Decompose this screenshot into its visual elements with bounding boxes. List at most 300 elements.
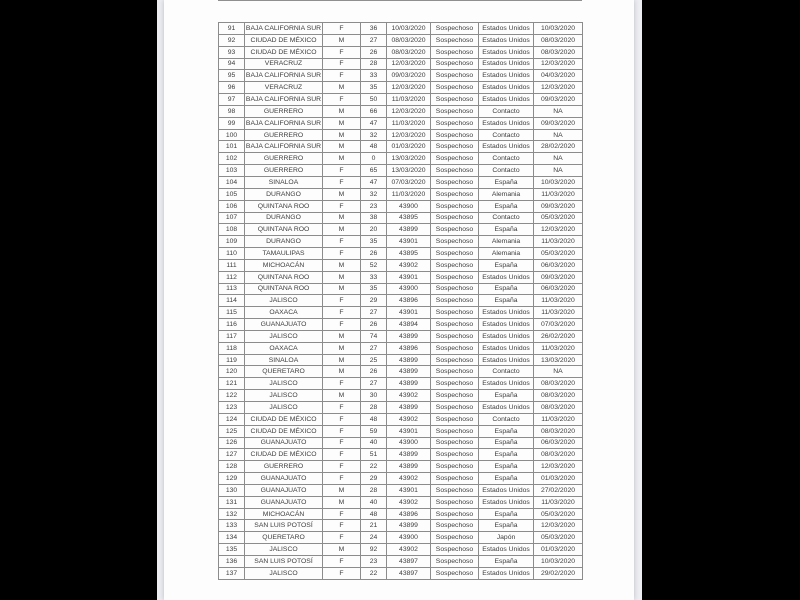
state-cell: GUANAJUATO (245, 319, 323, 331)
origin-cell: España (479, 176, 534, 188)
case-number-cell: 112 (219, 271, 245, 283)
age-cell: 52 (361, 259, 387, 271)
second-date-cell: 06/03/2020 (534, 283, 583, 295)
age-cell: 35 (361, 283, 387, 295)
date-cell: 43900 (387, 437, 431, 449)
sex-cell: M (323, 117, 361, 129)
status-cell: Sospechoso (431, 23, 479, 35)
state-cell: MICHOACÁN (245, 259, 323, 271)
sex-cell: F (323, 413, 361, 425)
date-cell: 43896 (387, 508, 431, 520)
date-cell: 01/03/2020 (387, 141, 431, 153)
status-cell: Sospechoso (431, 413, 479, 425)
date-cell: 43902 (387, 473, 431, 485)
case-number-cell: 107 (219, 212, 245, 224)
date-cell: 08/03/2020 (387, 46, 431, 58)
state-cell: QUINTANA ROO (245, 200, 323, 212)
table-row (219, 449, 583, 461)
origin-cell: España (479, 555, 534, 567)
age-cell: 29 (361, 295, 387, 307)
status-cell: Sospechoso (431, 496, 479, 508)
age-cell: 48 (361, 141, 387, 153)
state-cell: JALISCO (245, 390, 323, 402)
second-date-cell: 12/03/2020 (534, 82, 583, 94)
origin-cell: Alemania (479, 188, 534, 200)
date-cell: 43895 (387, 212, 431, 224)
date-cell: 43902 (387, 413, 431, 425)
case-number-cell: 126 (219, 437, 245, 449)
second-date-cell: 01/03/2020 (534, 544, 583, 556)
second-date-cell: 13/03/2020 (534, 354, 583, 366)
age-cell: 48 (361, 413, 387, 425)
age-cell: 28 (361, 484, 387, 496)
age-cell: 24 (361, 532, 387, 544)
sex-cell: M (323, 259, 361, 271)
state-cell: CIUDAD DE MÉXICO (245, 46, 323, 58)
case-number-cell: 109 (219, 236, 245, 248)
table-row (219, 567, 583, 579)
date-cell: 07/03/2020 (387, 176, 431, 188)
table-row (219, 520, 583, 532)
sex-cell: M (323, 105, 361, 117)
origin-cell: España (479, 224, 534, 236)
second-date-cell: 08/03/2020 (534, 390, 583, 402)
sex-cell: M (323, 224, 361, 236)
sex-cell: F (323, 449, 361, 461)
date-cell: 12/03/2020 (387, 129, 431, 141)
origin-cell: España (479, 425, 534, 437)
cases-table-body (219, 23, 583, 580)
second-date-cell: 12/03/2020 (534, 224, 583, 236)
date-cell: 43902 (387, 496, 431, 508)
date-cell: 11/03/2020 (387, 188, 431, 200)
sex-cell: M (323, 129, 361, 141)
state-cell: OAXACA (245, 342, 323, 354)
second-date-cell: NA (534, 366, 583, 378)
cases-table-container (218, 22, 582, 580)
origin-cell: Contacto (479, 413, 534, 425)
table-row (219, 141, 583, 153)
date-cell: 43901 (387, 236, 431, 248)
state-cell: GUERRERO (245, 165, 323, 177)
sex-cell: F (323, 46, 361, 58)
state-cell: GUANAJUATO (245, 484, 323, 496)
status-cell: Sospechoso (431, 461, 479, 473)
status-cell: Sospechoso (431, 165, 479, 177)
second-date-cell: 10/03/2020 (534, 23, 583, 35)
state-cell: JALISCO (245, 402, 323, 414)
origin-cell: Estados Unidos (479, 58, 534, 70)
age-cell: 23 (361, 555, 387, 567)
state-cell: DURANGO (245, 236, 323, 248)
case-number-cell: 136 (219, 555, 245, 567)
status-cell: Sospechoso (431, 330, 479, 342)
second-date-cell: 26/02/2020 (534, 330, 583, 342)
state-cell: OAXACA (245, 307, 323, 319)
status-cell: Sospechoso (431, 271, 479, 283)
document-page (164, 0, 634, 600)
age-cell: 27 (361, 342, 387, 354)
table-row (219, 378, 583, 390)
table-row (219, 425, 583, 437)
table-row (219, 342, 583, 354)
age-cell: 20 (361, 224, 387, 236)
sex-cell: F (323, 94, 361, 106)
origin-cell: Japón (479, 532, 534, 544)
sex-cell: F (323, 165, 361, 177)
date-cell: 43899 (387, 520, 431, 532)
table-row (219, 212, 583, 224)
status-cell: Sospechoso (431, 307, 479, 319)
state-cell: DURANGO (245, 212, 323, 224)
table-row (219, 153, 583, 165)
state-cell: BAJA CALIFORNIA SUR (245, 94, 323, 106)
sex-cell: F (323, 236, 361, 248)
age-cell: 47 (361, 176, 387, 188)
case-number-cell: 98 (219, 105, 245, 117)
second-date-cell: 11/03/2020 (534, 295, 583, 307)
case-number-cell: 101 (219, 141, 245, 153)
case-number-cell: 124 (219, 413, 245, 425)
state-cell: BAJA CALIFORNIA SUR (245, 70, 323, 82)
sex-cell: M (323, 390, 361, 402)
second-date-cell: 10/03/2020 (534, 555, 583, 567)
origin-cell: España (479, 449, 534, 461)
second-date-cell: NA (534, 153, 583, 165)
sex-cell: M (323, 283, 361, 295)
second-date-cell: 08/03/2020 (534, 34, 583, 46)
origin-cell: Estados Unidos (479, 544, 534, 556)
second-date-cell: 11/03/2020 (534, 496, 583, 508)
age-cell: 25 (361, 354, 387, 366)
date-cell: 43899 (387, 461, 431, 473)
table-row (219, 259, 583, 271)
case-number-cell: 111 (219, 259, 245, 271)
origin-cell: Alemania (479, 236, 534, 248)
case-number-cell: 99 (219, 117, 245, 129)
sex-cell: M (323, 153, 361, 165)
table-row (219, 508, 583, 520)
case-number-cell: 105 (219, 188, 245, 200)
case-number-cell: 95 (219, 70, 245, 82)
age-cell: 32 (361, 129, 387, 141)
status-cell: Sospechoso (431, 532, 479, 544)
table-row (219, 555, 583, 567)
age-cell: 51 (361, 449, 387, 461)
table-row (219, 248, 583, 260)
origin-cell: Contacto (479, 366, 534, 378)
state-cell: JALISCO (245, 330, 323, 342)
age-cell: 35 (361, 82, 387, 94)
origin-cell: Estados Unidos (479, 342, 534, 354)
origin-cell: Estados Unidos (479, 319, 534, 331)
second-date-cell: 08/03/2020 (534, 46, 583, 58)
second-date-cell: 11/03/2020 (534, 307, 583, 319)
second-date-cell: 05/03/2020 (534, 212, 583, 224)
cutoff-row-border (218, 0, 582, 1)
table-row (219, 94, 583, 106)
second-date-cell: 12/03/2020 (534, 520, 583, 532)
case-number-cell: 122 (219, 390, 245, 402)
date-cell: 43900 (387, 532, 431, 544)
origin-cell: Estados Unidos (479, 271, 534, 283)
sex-cell: F (323, 425, 361, 437)
status-cell: Sospechoso (431, 437, 479, 449)
case-number-cell: 121 (219, 378, 245, 390)
case-number-cell: 113 (219, 283, 245, 295)
case-number-cell: 110 (219, 248, 245, 260)
state-cell: GUANAJUATO (245, 437, 323, 449)
second-date-cell: 08/03/2020 (534, 378, 583, 390)
date-cell: 43899 (387, 224, 431, 236)
table-row (219, 283, 583, 295)
case-number-cell: 96 (219, 82, 245, 94)
state-cell: CIUDAD DE MÉXICO (245, 449, 323, 461)
date-cell: 43899 (387, 449, 431, 461)
case-number-cell: 130 (219, 484, 245, 496)
status-cell: Sospechoso (431, 153, 479, 165)
sex-cell: F (323, 473, 361, 485)
date-cell: 43901 (387, 425, 431, 437)
status-cell: Sospechoso (431, 141, 479, 153)
origin-cell: España (479, 473, 534, 485)
date-cell: 43902 (387, 544, 431, 556)
table-row (219, 544, 583, 556)
age-cell: 27 (361, 307, 387, 319)
sex-cell: F (323, 402, 361, 414)
status-cell: Sospechoso (431, 105, 479, 117)
case-number-cell: 127 (219, 449, 245, 461)
sex-cell: F (323, 555, 361, 567)
table-row (219, 271, 583, 283)
state-cell: TAMAULIPAS (245, 248, 323, 260)
table-row (219, 532, 583, 544)
case-number-cell: 91 (219, 23, 245, 35)
table-row (219, 165, 583, 177)
table-row (219, 46, 583, 58)
date-cell: 12/03/2020 (387, 58, 431, 70)
origin-cell: Contacto (479, 153, 534, 165)
sex-cell: M (323, 271, 361, 283)
case-number-cell: 93 (219, 46, 245, 58)
state-cell: BAJA CALIFORNIA SUR (245, 117, 323, 129)
case-number-cell: 100 (219, 129, 245, 141)
second-date-cell: 09/03/2020 (534, 271, 583, 283)
second-date-cell: 12/03/2020 (534, 461, 583, 473)
case-number-cell: 104 (219, 176, 245, 188)
sex-cell: M (323, 34, 361, 46)
state-cell: BAJA CALIFORNIA SUR (245, 23, 323, 35)
age-cell: 23 (361, 200, 387, 212)
sex-cell: F (323, 70, 361, 82)
case-number-cell: 123 (219, 402, 245, 414)
second-date-cell: 27/02/2020 (534, 484, 583, 496)
status-cell: Sospechoso (431, 129, 479, 141)
status-cell: Sospechoso (431, 295, 479, 307)
status-cell: Sospechoso (431, 473, 479, 485)
date-cell: 12/03/2020 (387, 105, 431, 117)
date-cell: 43899 (387, 366, 431, 378)
age-cell: 0 (361, 153, 387, 165)
state-cell: DURANGO (245, 188, 323, 200)
case-number-cell: 119 (219, 354, 245, 366)
status-cell: Sospechoso (431, 319, 479, 331)
sex-cell: F (323, 567, 361, 579)
date-cell: 09/03/2020 (387, 70, 431, 82)
case-number-cell: 135 (219, 544, 245, 556)
age-cell: 26 (361, 248, 387, 260)
table-row (219, 224, 583, 236)
status-cell: Sospechoso (431, 354, 479, 366)
date-cell: 43896 (387, 342, 431, 354)
table-row (219, 200, 583, 212)
age-cell: 26 (361, 366, 387, 378)
age-cell: 47 (361, 117, 387, 129)
date-cell: 43899 (387, 330, 431, 342)
state-cell: VERACRUZ (245, 58, 323, 70)
date-cell: 43902 (387, 390, 431, 402)
case-number-cell: 108 (219, 224, 245, 236)
status-cell: Sospechoso (431, 402, 479, 414)
date-cell: 43895 (387, 248, 431, 260)
sex-cell: M (323, 496, 361, 508)
date-cell: 12/03/2020 (387, 82, 431, 94)
state-cell: QUINTANA ROO (245, 271, 323, 283)
case-number-cell: 92 (219, 34, 245, 46)
table-row (219, 330, 583, 342)
state-cell: GUANAJUATO (245, 473, 323, 485)
origin-cell: Estados Unidos (479, 117, 534, 129)
status-cell: Sospechoso (431, 567, 479, 579)
table-row (219, 437, 583, 449)
status-cell: Sospechoso (431, 555, 479, 567)
status-cell: Sospechoso (431, 342, 479, 354)
case-number-cell: 131 (219, 496, 245, 508)
sex-cell: F (323, 23, 361, 35)
age-cell: 40 (361, 437, 387, 449)
second-date-cell: 12/03/2020 (534, 58, 583, 70)
sex-cell: F (323, 520, 361, 532)
table-row (219, 354, 583, 366)
date-cell: 43901 (387, 307, 431, 319)
origin-cell: Estados Unidos (479, 34, 534, 46)
state-cell: CIUDAD DE MÉXICO (245, 413, 323, 425)
sex-cell: M (323, 330, 361, 342)
second-date-cell: 29/02/2020 (534, 567, 583, 579)
case-number-cell: 106 (219, 200, 245, 212)
second-date-cell: 09/03/2020 (534, 94, 583, 106)
table-row (219, 461, 583, 473)
table-row (219, 236, 583, 248)
sex-cell: M (323, 212, 361, 224)
status-cell: Sospechoso (431, 544, 479, 556)
date-cell: 43896 (387, 295, 431, 307)
sex-cell: M (323, 544, 361, 556)
sex-cell: M (323, 342, 361, 354)
second-date-cell: NA (534, 165, 583, 177)
origin-cell: España (479, 461, 534, 473)
age-cell: 26 (361, 46, 387, 58)
state-cell: SINALOA (245, 176, 323, 188)
state-cell: QUERETARO (245, 532, 323, 544)
age-cell: 30 (361, 390, 387, 402)
table-row (219, 390, 583, 402)
second-date-cell: NA (534, 129, 583, 141)
origin-cell: España (479, 295, 534, 307)
second-date-cell: 08/03/2020 (534, 402, 583, 414)
date-cell: 43897 (387, 555, 431, 567)
case-number-cell: 114 (219, 295, 245, 307)
origin-cell: Contacto (479, 105, 534, 117)
state-cell: JALISCO (245, 544, 323, 556)
case-number-cell: 103 (219, 165, 245, 177)
status-cell: Sospechoso (431, 508, 479, 520)
origin-cell: España (479, 390, 534, 402)
second-date-cell: 08/03/2020 (534, 449, 583, 461)
second-date-cell: 11/03/2020 (534, 413, 583, 425)
second-date-cell: 05/03/2020 (534, 248, 583, 260)
date-cell: 43897 (387, 567, 431, 579)
status-cell: Sospechoso (431, 94, 479, 106)
date-cell: 43899 (387, 378, 431, 390)
second-date-cell: 05/03/2020 (534, 532, 583, 544)
origin-cell: Estados Unidos (479, 496, 534, 508)
date-cell: 11/03/2020 (387, 117, 431, 129)
table-row (219, 23, 583, 35)
table-row (219, 307, 583, 319)
case-number-cell: 133 (219, 520, 245, 532)
table-row (219, 366, 583, 378)
second-date-cell: NA (534, 105, 583, 117)
table-row (219, 117, 583, 129)
sex-cell: M (323, 366, 361, 378)
table-row (219, 129, 583, 141)
status-cell: Sospechoso (431, 117, 479, 129)
table-row (219, 319, 583, 331)
sex-cell: M (323, 354, 361, 366)
sex-cell: F (323, 532, 361, 544)
sex-cell: F (323, 461, 361, 473)
sex-cell: M (323, 82, 361, 94)
state-cell: QUINTANA ROO (245, 224, 323, 236)
age-cell: 74 (361, 330, 387, 342)
case-number-cell: 118 (219, 342, 245, 354)
state-cell: GUERRERO (245, 105, 323, 117)
second-date-cell: 07/03/2020 (534, 319, 583, 331)
state-cell: BAJA CALIFORNIA SUR (245, 141, 323, 153)
sex-cell: F (323, 307, 361, 319)
sex-cell: M (323, 141, 361, 153)
status-cell: Sospechoso (431, 46, 479, 58)
table-row (219, 176, 583, 188)
date-cell: 43899 (387, 402, 431, 414)
table-row (219, 473, 583, 485)
origin-cell: Estados Unidos (479, 378, 534, 390)
date-cell: 08/03/2020 (387, 34, 431, 46)
table-row (219, 413, 583, 425)
age-cell: 65 (361, 165, 387, 177)
second-date-cell: 11/03/2020 (534, 236, 583, 248)
table-row (219, 70, 583, 82)
date-cell: 11/03/2020 (387, 94, 431, 106)
status-cell: Sospechoso (431, 378, 479, 390)
age-cell: 59 (361, 425, 387, 437)
origin-cell: Estados Unidos (479, 567, 534, 579)
origin-cell: Alemania (479, 248, 534, 260)
state-cell: CIUDAD DE MÉXICO (245, 34, 323, 46)
second-date-cell: 06/03/2020 (534, 437, 583, 449)
state-cell: QUERETARO (245, 366, 323, 378)
